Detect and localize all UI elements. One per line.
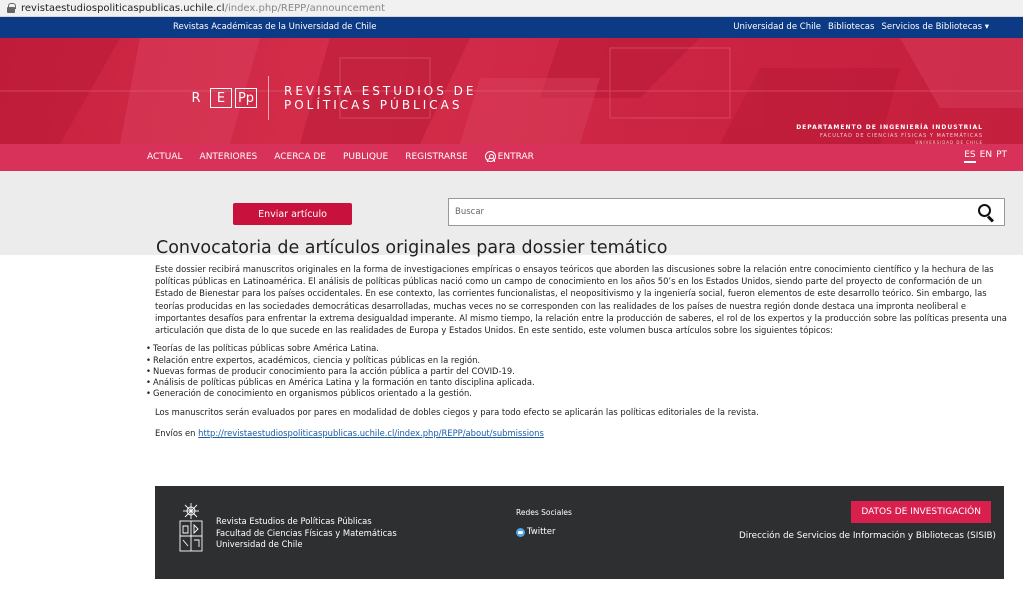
list-item: • Teorías de las políticas públicas sobre América Latina. (145, 343, 1010, 354)
login-label: ENTRAR (497, 151, 534, 162)
sisib-label[interactable]: Dirección de Servicios de Información y Bibliotecas (SISIB) (739, 531, 996, 541)
main-nav (0, 144, 1023, 171)
submissions-line (155, 428, 1010, 438)
search-input[interactable] (449, 199, 949, 225)
journal-banner (0, 38, 1023, 144)
journal-name (284, 84, 477, 112)
journal-name-line2: POLÍTICAS PÚBLICAS (284, 98, 463, 112)
submit-article-button[interactable]: Enviar artículo (233, 203, 352, 225)
dept-line2: FACULTAD DE CIENCIAS FÍSICAS Y MATEMÁTICAS (820, 133, 983, 139)
language-switcher (964, 150, 1007, 163)
nav-item-actual[interactable]: ACTUAL (147, 151, 183, 162)
user-icon (485, 151, 496, 162)
url-path: /index.php/REPP/announcement (224, 2, 385, 14)
social-heading: Redes Sociales (516, 508, 572, 517)
logo-letters (185, 88, 257, 108)
twitter-icon (516, 528, 525, 537)
nav-item-entrar[interactable] (485, 151, 534, 162)
dept-line1: DEPARTAMENTO DE INGENIERÍA INDUSTRIAL (796, 124, 983, 131)
topbar-link-bibliotecas[interactable]: Bibliotecas (828, 22, 875, 32)
submissions-label: Envíos en (155, 427, 196, 438)
announcement-content (145, 238, 1010, 438)
department-label (796, 124, 983, 144)
nav-menu (147, 151, 534, 162)
lang-es[interactable]: ES (964, 150, 975, 163)
university-seal-icon (177, 502, 205, 554)
logo-letter-r: R (191, 90, 201, 106)
page-title: Convocatoria de artículos originales para dossier temático (156, 238, 668, 258)
lang-en[interactable]: EN (979, 150, 993, 160)
logo-letter-e: E (210, 88, 232, 108)
site-footer (155, 486, 1004, 579)
nav-item-publique[interactable]: PUBLIQUE (342, 151, 389, 162)
journal-logo[interactable] (185, 76, 477, 120)
list-item: • Nuevas formas de producir conocimiento para la acción pública a partir del COVID-19. (145, 366, 1010, 377)
url-host: revistaestudiospoliticaspublicas.uchile.cl (21, 2, 225, 14)
list-item: • Relación entre expertos, académicos, ciencia y políticas públicas en la región. (145, 355, 1010, 366)
browser-url-bar[interactable] (0, 0, 1023, 17)
nav-item-registrarse[interactable]: REGISTRARSE (405, 151, 468, 162)
dept-line3: UNIVERSIDAD DE CHILE (915, 140, 983, 144)
submissions-link[interactable]: http://revistaestudiospoliticaspublicas.uchile.cl/index.php/REPP/about/submissions (198, 427, 544, 438)
list-item: • Generación de conocimiento en organismos públicos orientado a la gestión. (145, 388, 1010, 399)
nav-item-acerca-de[interactable]: ACERCA DE (274, 151, 326, 162)
search-icon[interactable] (978, 204, 994, 220)
topbar-links (733, 22, 989, 32)
topics-list (145, 343, 1010, 399)
research-data-button[interactable]: DATOS DE INVESTIGACIÓN (851, 501, 991, 523)
topbar-title[interactable]: Revistas Académicas de la Universidad de Chile (173, 22, 377, 32)
twitter-link[interactable] (516, 527, 556, 537)
evaluation-note: Los manuscritos serán evaluados por pares en modalidad de dobles ciegos y para todo efecto se aplicarán las políticas editoriales de la revista. (155, 406, 759, 417)
topbar-link-servicios-dropdown[interactable]: Servicios de Bibliotecas ▾ (881, 22, 989, 32)
search-box (448, 198, 1005, 226)
nav-item-anteriores[interactable]: ANTERIORES (199, 151, 258, 162)
footer-inst-line2: Facultad de Ciencias Físicas y Matemáticas (216, 527, 397, 538)
footer-inst-line1: Revista Estudios de Políticas Públicas (216, 516, 372, 526)
lang-pt[interactable]: PT (996, 150, 1007, 160)
university-top-bar (0, 17, 1023, 38)
journal-name-line1: REVISTA ESTUDIOS DE (284, 84, 477, 98)
list-item: • Análisis de políticas públicas en América Latina y la formación en tanto disciplina aplicada. (145, 377, 1010, 388)
announcement-body: Este dossier recibirá manuscritos originales en la forma de investigaciones empíricas o ensayos teóricos que aborden las discusiones sobre la relación entre conocimiento científico y la hechura de las políticas públicas en Latinoamérica. El análisis de políticas públicas nació como un campo de conocimiento en los años 50’s en los Estados Unidos, siendo parte del proyecto de conformación de un Estado de Bienestar para los países occidentales. En ese contexto, las corrientes funcionalistas, el neopositivismo y la ingeniería social, fueron elementos de este desarrollo teórico. Sin embargo, las teorías producidas en las sociedades democráticas desarrolladas, muchas veces no se corresponden con las realidades de los países de nuestra región donde destaca una impronta neoliberal e importantes desafíos para enfrentar la extrema desigualdad imperante. Al mismo tiempo, la relación entre la producción de saberes, el rol de los expertos y la producción sobre las políticas presenta una articulación que dista de lo que sucede en las realidades de Europa y Estados Unidos. En este sentido, este volumen busca artículos sobre los siguientes tópicos: (155, 264, 1007, 336)
footer-institution (216, 516, 397, 551)
lock-icon (6, 3, 16, 13)
logo-letter-pp: Pp (235, 88, 257, 108)
footer-inst-line3: Universidad de Chile (216, 539, 303, 549)
topbar-link-universidad[interactable]: Universidad de Chile (733, 22, 822, 32)
logo-divider (268, 76, 269, 120)
twitter-label: Twitter (527, 527, 556, 537)
